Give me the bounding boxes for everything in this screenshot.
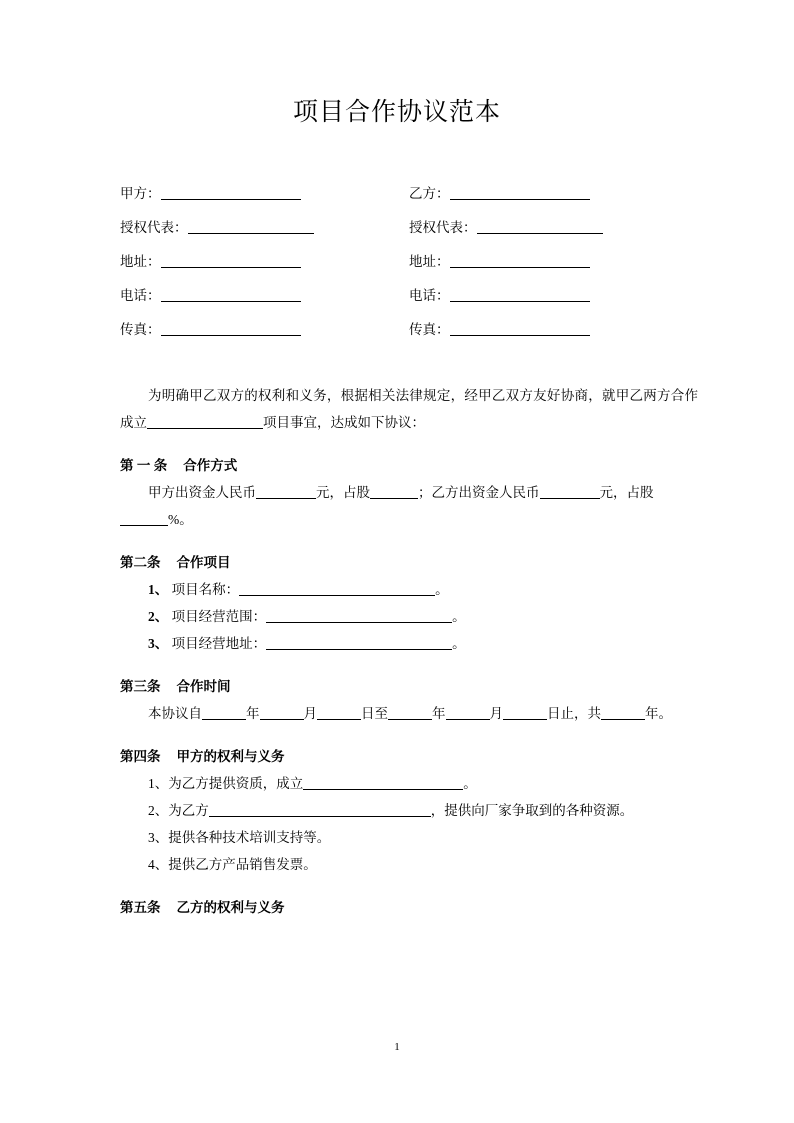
party-field-address-left bbox=[120, 254, 409, 268]
party-label: 甲方： bbox=[120, 185, 161, 201]
text-seg: 元，占股 bbox=[316, 485, 370, 500]
section-2-item-3 bbox=[120, 630, 698, 657]
item-tail: 。 bbox=[435, 582, 449, 597]
month-blank-start[interactable] bbox=[260, 706, 304, 720]
item-text: 提供各种技术培训支持等。 bbox=[168, 830, 331, 845]
party-label: 电话： bbox=[120, 287, 161, 303]
party-label: 传真： bbox=[409, 321, 450, 337]
item-tail: ，提供向厂家争取到的各种资源。 bbox=[430, 803, 634, 818]
party-blank-line[interactable] bbox=[161, 254, 301, 268]
item-tail: 。 bbox=[452, 636, 466, 651]
item-text: 为乙方提供资质，成立 bbox=[168, 776, 304, 791]
section-2-item-2 bbox=[120, 603, 698, 630]
item-number: 3、 bbox=[148, 830, 169, 845]
section-4-item-4 bbox=[120, 851, 698, 878]
party-label: 电话： bbox=[409, 287, 450, 303]
section-heading-1 bbox=[120, 452, 698, 479]
section-number: 第四条 bbox=[120, 749, 161, 764]
day-blank-start[interactable] bbox=[317, 706, 361, 720]
page-title: 项目合作协议范本 bbox=[292, 97, 501, 126]
item-blank-line[interactable] bbox=[239, 582, 435, 596]
party-field-jiafang bbox=[120, 186, 409, 200]
duration-blank[interactable] bbox=[601, 706, 645, 720]
party-label: 传真： bbox=[120, 321, 161, 337]
party-field-fax-left bbox=[120, 322, 409, 336]
party-label: 地址： bbox=[409, 253, 450, 269]
amount-blank-b[interactable] bbox=[540, 485, 600, 499]
section-1-capital-line-cont bbox=[120, 506, 698, 533]
party-row bbox=[120, 288, 698, 302]
party-row bbox=[120, 220, 698, 234]
year-blank-end[interactable] bbox=[388, 706, 432, 720]
item-tail: 。 bbox=[452, 609, 466, 624]
text-seg: 年 bbox=[432, 706, 446, 721]
section-number: 第 一 条 bbox=[120, 458, 168, 473]
intro-text-part2: 项目事宜，达成如下协议： bbox=[263, 415, 425, 430]
party-row bbox=[120, 186, 698, 200]
item-text: 项目名称： bbox=[171, 582, 240, 597]
item-number: 1、 bbox=[148, 582, 169, 597]
party-blank-line[interactable] bbox=[450, 186, 590, 200]
section-number: 第五条 bbox=[120, 900, 161, 915]
section-heading-3 bbox=[120, 673, 698, 700]
text-seg: 月 bbox=[303, 706, 317, 721]
section-4-item-1 bbox=[120, 770, 698, 797]
item-tail: 。 bbox=[463, 776, 477, 791]
section-heading-4 bbox=[120, 743, 698, 770]
section-title: 合作方式 bbox=[183, 458, 238, 473]
party-blank-line[interactable] bbox=[450, 254, 590, 268]
text-seg: 日止，共 bbox=[547, 706, 601, 721]
item-number: 2、 bbox=[148, 803, 169, 818]
year-blank-start[interactable] bbox=[202, 706, 246, 720]
section-title: 乙方的权利与义务 bbox=[176, 900, 285, 915]
item-text: 提供乙方产品销售发票。 bbox=[168, 857, 317, 872]
section-4-item-2 bbox=[120, 797, 698, 824]
party-field-yifang bbox=[409, 186, 698, 200]
section-title: 甲方的权利与义务 bbox=[176, 749, 285, 764]
party-blank-line[interactable] bbox=[450, 322, 590, 336]
text-seg: 年 bbox=[246, 706, 260, 721]
item-blank-line[interactable] bbox=[209, 803, 431, 817]
section-title: 合作项目 bbox=[176, 555, 231, 570]
section-number: 第三条 bbox=[120, 679, 161, 694]
item-text: 为乙方 bbox=[168, 803, 209, 818]
day-blank-end[interactable] bbox=[503, 706, 547, 720]
share-blank-b[interactable] bbox=[120, 512, 168, 526]
item-blank-line[interactable] bbox=[266, 609, 452, 623]
party-label: 授权代表： bbox=[409, 219, 477, 235]
party-field-rep-right bbox=[409, 220, 698, 234]
party-row bbox=[120, 254, 698, 268]
page-number: 1 bbox=[394, 1041, 400, 1053]
text-seg: 元，占股 bbox=[599, 485, 654, 500]
intro-blank-line[interactable] bbox=[147, 415, 263, 429]
party-blank-line[interactable] bbox=[161, 322, 301, 336]
party-field-address-right bbox=[409, 254, 698, 268]
item-number: 1、 bbox=[148, 776, 169, 791]
party-label: 地址： bbox=[120, 253, 161, 269]
text-seg: 甲方出资金人民币 bbox=[148, 485, 256, 500]
text-seg: 年。 bbox=[645, 706, 672, 721]
document-body bbox=[0, 186, 794, 921]
party-row bbox=[120, 322, 698, 336]
party-label: 乙方： bbox=[409, 185, 450, 201]
section-number: 第二条 bbox=[120, 555, 161, 570]
party-field-rep-left bbox=[120, 220, 409, 234]
party-info-block bbox=[120, 186, 698, 336]
party-blank-line[interactable] bbox=[477, 220, 603, 234]
amount-blank-a[interactable] bbox=[256, 485, 316, 499]
item-number: 2、 bbox=[148, 609, 169, 624]
item-text: 项目经营范围： bbox=[171, 609, 267, 624]
intro-text-part1: 为明确甲乙双方的权利和义务，根据相关法律规定，经甲乙双方友好协商，就甲乙两方合作成立 bbox=[120, 388, 698, 430]
party-blank-line[interactable] bbox=[188, 220, 314, 234]
month-blank-end[interactable] bbox=[446, 706, 490, 720]
item-text: 项目经营地址： bbox=[171, 636, 267, 651]
section-heading-2 bbox=[120, 549, 698, 576]
item-blank-line[interactable] bbox=[266, 636, 452, 650]
party-field-phone-left bbox=[120, 288, 409, 302]
text-seg: %。 bbox=[168, 512, 193, 527]
party-blank-line[interactable] bbox=[161, 186, 301, 200]
text-seg: 月 bbox=[489, 706, 503, 721]
section-4-item-3 bbox=[120, 824, 698, 851]
party-label: 授权代表： bbox=[120, 219, 188, 235]
text-seg: 本协议自 bbox=[148, 706, 202, 721]
item-blank-line[interactable] bbox=[303, 776, 463, 790]
party-field-fax-right bbox=[409, 322, 698, 336]
text-seg: ；乙方出资金人民币 bbox=[418, 485, 540, 500]
party-blank-line[interactable] bbox=[450, 288, 590, 302]
section-1-capital-line bbox=[120, 479, 698, 506]
section-3-term-line bbox=[120, 700, 698, 727]
section-2-item-1 bbox=[120, 576, 698, 603]
item-number: 4、 bbox=[148, 857, 169, 872]
section-heading-5 bbox=[120, 894, 698, 921]
text-seg: 日至 bbox=[361, 706, 388, 721]
party-field-phone-right bbox=[409, 288, 698, 302]
share-blank-a[interactable] bbox=[370, 485, 418, 499]
section-title: 合作时间 bbox=[176, 679, 231, 694]
item-number: 3、 bbox=[148, 636, 169, 651]
party-blank-line[interactable] bbox=[161, 288, 301, 302]
intro-paragraph bbox=[120, 382, 698, 436]
